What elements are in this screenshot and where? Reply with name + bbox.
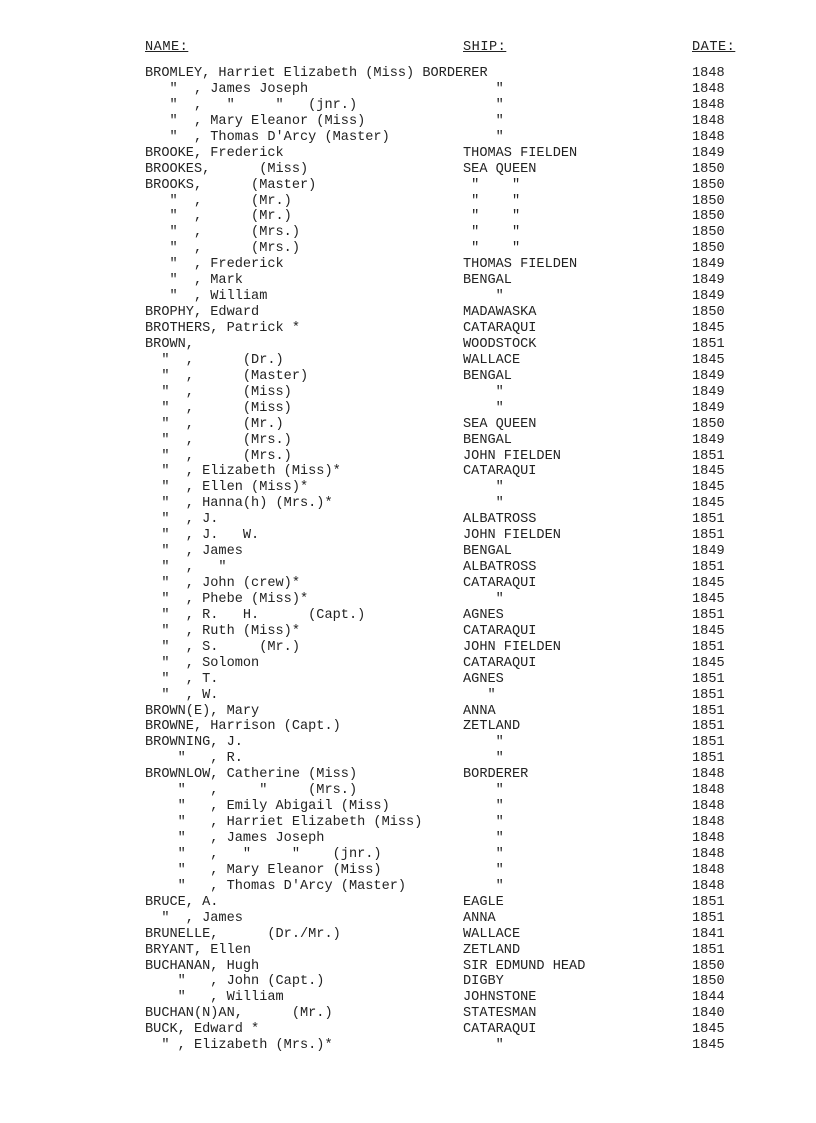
date-column-header: DATE: [692,40,736,55]
passenger-name: " , Elizabeth (Miss)* [145,464,341,480]
ship-name: BENGAL [463,368,512,384]
list-item [0,369,816,385]
ship-name: WALLACE [463,352,521,368]
passenger-name: BUCHANAN, Hugh [145,958,260,974]
list-item [0,241,816,257]
arrival-date: 1851 [692,448,725,464]
ship-name: BENGAL [463,544,512,560]
ship-name: " [463,400,504,416]
passenger-name: " , (Mr.) [145,416,284,432]
arrival-date: 1848 [692,97,725,113]
ship-name: JOHN FIELDEN [463,639,561,655]
list-item [0,449,816,465]
arrival-date: 1849 [692,544,725,560]
ship-name: " " [463,225,521,241]
arrival-date: 1849 [692,400,725,416]
passenger-name: " , Mary Eleanor (Miss) [145,113,366,129]
ship-name: SEA QUEEN [463,161,537,177]
arrival-date: 1845 [692,1022,725,1038]
list-item [0,783,816,799]
arrival-date: 1845 [692,352,725,368]
arrival-date: 1851 [692,735,725,751]
list-item [0,512,816,528]
list-item [0,974,816,990]
list-item [0,337,816,353]
name-column-header: NAME: [145,40,189,55]
ship-name: JOHN FIELDEN [463,528,561,544]
list-item [0,480,816,496]
list-item [0,178,816,194]
ship-name: " [463,289,504,305]
list-item [0,289,816,305]
arrival-date: 1848 [692,767,725,783]
passenger-name: " , J. [145,512,219,528]
ship-name: JOHNSTONE [463,990,537,1006]
ship-name: BORDERER [463,767,529,783]
passenger-name: " , (Mr.) [145,193,292,209]
arrival-date: 1851 [692,336,725,352]
arrival-date: 1848 [692,846,725,862]
list-item [0,799,816,815]
passenger-name: " , Ellen (Miss)* [145,480,309,496]
ship-name: " [463,846,504,862]
list-item [0,704,816,720]
passenger-name: " , (Mrs.) [145,225,300,241]
ship-name: " [463,815,504,831]
arrival-date: 1849 [692,273,725,289]
ship-name: AGNES [463,607,504,623]
ship-name: JOHN FIELDEN [463,448,561,464]
passenger-name: BROTHERS, Patrick * [145,321,300,336]
ship-name: " [463,783,504,799]
arrival-date: 1851 [692,607,725,623]
arrival-date: 1848 [692,129,725,145]
passenger-name: " , " (Mrs.) [145,783,358,799]
arrival-date: 1851 [692,894,725,910]
list-item [0,66,816,82]
passenger-name: " , " [145,560,227,576]
passenger-name: " , R. [145,751,243,767]
ship-name: " [463,384,504,400]
ship-name: " [463,591,504,607]
list-item [0,863,816,879]
arrival-date: 1845 [692,623,725,639]
list-item [0,194,816,210]
ship-name: CATARAQUI [463,321,537,336]
passenger-name: " , Harriet Elizabeth (Miss) [145,815,423,831]
list-item [0,464,816,480]
passenger-name: " , (Mr.) [145,209,292,225]
passenger-name: " , James Joseph [145,81,309,97]
list-item [0,257,816,273]
ship-name: BENGAL [463,432,512,448]
list-item [0,672,816,688]
passenger-name: " , Solomon [145,655,260,671]
arrival-date: 1849 [692,257,725,273]
list-item [0,225,816,241]
ship-name: STATESMAN [463,1006,537,1022]
arrival-date: 1844 [692,990,725,1006]
arrival-date: 1848 [692,113,725,129]
ship-name: CATARAQUI [463,1022,537,1038]
arrival-date: 1851 [692,639,725,655]
passenger-name: BUCK, Edward * [145,1022,260,1038]
arrival-date: 1850 [692,241,725,257]
passenger-name: " , Emily Abigail (Miss) [145,799,390,815]
passenger-name: BROWNING, J. [145,735,243,751]
list-item [0,895,816,911]
list-item [0,959,816,975]
ship-name: THOMAS FIELDEN [463,257,578,273]
passenger-name: " , W. [145,687,219,703]
ship-name: " [463,97,504,113]
passenger-name: " , Thomas D'Arcy (Master) [145,878,407,894]
arrival-date: 1845 [692,591,725,607]
passenger-name: BRUCE, A. [145,894,219,910]
ship-name: " [463,129,504,145]
ship-name: ANNA [463,910,496,926]
ship-name: " [463,1038,504,1054]
ship-name: " [463,81,504,97]
list-item [0,1022,816,1038]
passenger-name: " , " " (jnr.) [145,846,382,862]
arrival-date: 1848 [692,799,725,815]
list-item [0,544,816,560]
passenger-name: " , Mary Eleanor (Miss) [145,862,382,878]
list-item [0,927,816,943]
ship-name: CATARAQUI [463,576,537,591]
list-item [0,815,816,831]
arrival-date: 1850 [692,305,725,321]
ship-name: ALBATROSS [463,512,537,528]
passenger-name: " , (Mrs.) [145,448,292,464]
arrival-date: 1845 [692,496,725,512]
arrival-date: 1848 [692,862,725,878]
arrival-date: 1849 [692,145,725,161]
passenger-name: " , J. W. [145,528,260,544]
ship-name: " " [463,193,521,209]
arrival-date: 1851 [692,528,725,544]
arrival-date: 1851 [692,703,725,719]
arrival-date: 1845 [692,480,725,496]
passenger-name: BROPHY, Edward [145,305,260,321]
ship-name: MADAWASKA [463,305,537,321]
passenger-name: " , James [145,544,243,560]
ship-name: SEA QUEEN [463,416,537,432]
passenger-name: " , Ruth (Miss)* [145,623,300,639]
list-item [0,847,816,863]
ship-name: " " [463,177,521,193]
list-item [0,528,816,544]
list-item [0,560,816,576]
list-item [0,209,816,225]
ship-name: WOODSTOCK [463,336,537,352]
ship-name: " [463,878,504,894]
list-item [0,911,816,927]
passenger-name: BROWNLOW, Catherine (Miss) [145,767,358,783]
passenger-name: " , Frederick [145,257,284,273]
ship-name: " " [463,241,521,257]
ship-name: WALLACE [463,926,521,942]
ship-name: THOMAS FIELDEN [463,145,578,161]
passenger-name: " , William [145,990,284,1006]
arrival-date: 1850 [692,225,725,241]
arrival-date: 1851 [692,910,725,926]
list-item [0,321,816,337]
list-item [0,640,816,656]
list-item [0,990,816,1006]
arrival-date: 1850 [692,958,725,974]
arrival-date: 1849 [692,368,725,384]
arrival-date: 1845 [692,464,725,480]
passenger-name: BROOKES, (Miss) [145,161,309,177]
arrival-date: 1849 [692,289,725,305]
passenger-name: BROWN(E), Mary [145,703,260,719]
ship-name: " [463,687,496,703]
passenger-name: " , James [145,910,243,926]
arrival-date: 1851 [692,719,725,735]
passenger-name: BUCHAN(N)AN, (Mr.) [145,1006,333,1022]
arrival-date: 1848 [692,66,725,81]
arrival-date: 1848 [692,783,725,799]
arrival-date: 1848 [692,815,725,831]
passenger-name: " , John (Capt.) [145,974,325,990]
ship-name: CATARAQUI [463,655,537,671]
passenger-name: BROWN, [145,336,194,352]
passenger-name: " , James Joseph [145,831,325,846]
passenger-name: BRYANT, Ellen [145,942,252,958]
list-item [0,433,816,449]
ship-name: CATARAQUI [463,464,537,480]
passenger-name: BROMLEY, Harriet Elizabeth (Miss) BORDERER [145,66,488,81]
passenger-name: " , (Mrs.) [145,432,292,448]
passenger-name: " , William [145,289,268,305]
list-item [0,98,816,114]
ship-name: " [463,799,504,815]
arrival-date: 1850 [692,209,725,225]
list-item [0,592,816,608]
arrival-date: 1851 [692,512,725,528]
list-item [0,305,816,321]
arrival-date: 1850 [692,416,725,432]
passenger-name: " , " " (jnr.) [145,97,358,113]
passenger-name: BROWNE, Harrison (Capt.) [145,719,341,735]
list-item [0,114,816,130]
ship-name: BENGAL [463,273,512,289]
ship-name: ANNA [463,703,496,719]
passenger-name: BRUNELLE, (Dr./Mr.) [145,926,341,942]
list-item [0,162,816,178]
list-item [0,608,816,624]
ship-name: ZETLAND [463,942,521,958]
ship-name: AGNES [463,671,504,687]
passenger-name: " , (Miss) [145,400,292,416]
ship-name: " [463,735,504,751]
ship-name: CATARAQUI [463,623,537,639]
passenger-name: " , (Master) [145,368,309,384]
arrival-date: 1848 [692,831,725,846]
passenger-name: BROOKE, Frederick [145,145,284,161]
arrival-date: 1845 [692,576,725,591]
arrival-date: 1840 [692,1006,725,1022]
list-item [0,1006,816,1022]
list-item [0,82,816,98]
passenger-name: " , Phebe (Miss)* [145,591,309,607]
ship-name: ALBATROSS [463,560,537,576]
passenger-name: " , (Mrs.) [145,241,300,257]
ship-name: " [463,496,504,512]
arrival-date: 1845 [692,1038,725,1054]
ship-name: EAGLE [463,894,504,910]
arrival-date: 1850 [692,193,725,209]
ship-name: " [463,113,504,129]
arrival-date: 1845 [692,321,725,336]
ship-name: " [463,831,504,846]
list-item [0,751,816,767]
passenger-list [0,66,816,1054]
list-item [0,273,816,289]
list-item [0,146,816,162]
list-item [0,879,816,895]
passenger-name: " , Hanna(h) (Mrs.)* [145,496,333,512]
list-item [0,401,816,417]
list-item [0,417,816,433]
arrival-date: 1851 [692,942,725,958]
arrival-date: 1851 [692,687,725,703]
passenger-name: " , John (crew)* [145,576,300,591]
passenger-name: " , R. H. (Capt.) [145,607,366,623]
list-item [0,831,816,847]
arrival-date: 1850 [692,161,725,177]
list-item [0,767,816,783]
passenger-name: " , S. (Mr.) [145,639,300,655]
arrival-date: 1841 [692,926,725,942]
arrival-date: 1848 [692,878,725,894]
list-item [0,1038,816,1054]
arrival-date: 1848 [692,81,725,97]
list-item [0,688,816,704]
arrival-date: 1845 [692,655,725,671]
list-item [0,656,816,672]
ship-name: SIR EDMUND HEAD [463,958,586,974]
list-item [0,353,816,369]
arrival-date: 1849 [692,384,725,400]
ship-name: DIGBY [463,974,504,990]
list-item [0,719,816,735]
passenger-name: " , (Miss) [145,384,292,400]
ship-name: " [463,751,504,767]
list-item [0,735,816,751]
arrival-date: 1851 [692,560,725,576]
ship-name: " [463,480,504,496]
passenger-name: " , (Dr.) [145,352,284,368]
list-item [0,943,816,959]
arrival-date: 1851 [692,671,725,687]
list-item [0,576,816,592]
passenger-name: " , Thomas D'Arcy (Master) [145,129,390,145]
list-item [0,385,816,401]
passenger-name: " , Elizabeth (Mrs.)* [145,1038,333,1054]
arrival-date: 1850 [692,177,725,193]
list-item [0,130,816,146]
passenger-name: " , T. [145,671,219,687]
passenger-name: BROOKS, (Master) [145,177,317,193]
passenger-name: " , Mark [145,273,243,289]
ship-name: " [463,862,504,878]
arrival-date: 1849 [692,432,725,448]
ship-name: " " [463,209,521,225]
ship-column-header: SHIP: [463,40,507,55]
arrival-date: 1851 [692,751,725,767]
list-item [0,496,816,512]
ship-name: ZETLAND [463,719,521,735]
arrival-date: 1850 [692,974,725,990]
list-item [0,624,816,640]
